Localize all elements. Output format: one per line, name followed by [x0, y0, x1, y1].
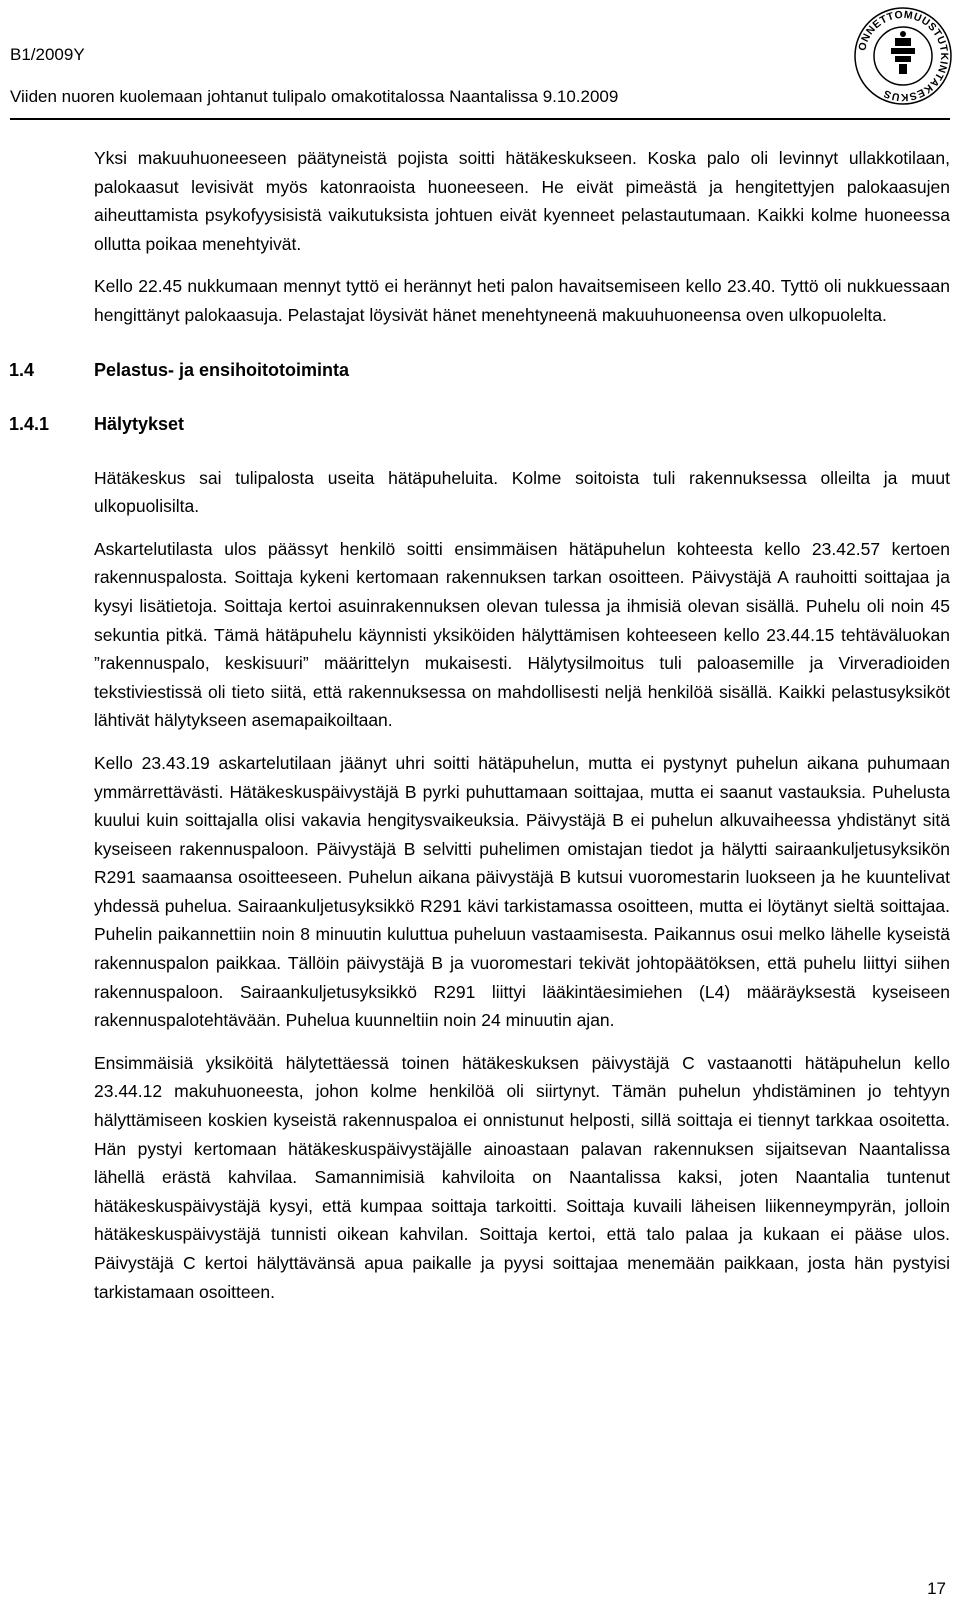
paragraph-emergency-calls: Hätäkeskus sai tulipalosta useita hätäpuheluita. Kolme soitoista tuli rakennuksessa olleilta ja muut ulkopuolisilta. — [94, 467, 950, 517]
logo-text: ONNETTOMUUSTUTKINTAKESKUS — [856, 8, 951, 104]
section-title: Pelastus- ja ensihoitotoiminta — [94, 359, 350, 380]
paragraph-first-call: Askartelutilasta ulos päässyt henkilö soitti ensimmäisen hätäpuhelun kohteesta kello 23.42.57 kertoen rakennuspalosta. Soittaja kykeni kertomaan rakennuksen tarkan osoitteen. Päivystäjä A rauhoitti soittajaa ja kysyi lisätietoja. Soittaja kertoi asuinrakennuksen olevan tulessa ja ihmisiä olevan sisällä. Puhelu oli noin 45 sekuntia pitkä. Tämä hätäpuhelu käynnisti yksiköiden hälyttämisen kohteeseen kello 23.44.15 tehtäväluokan ”rakennuspalo, keskisuuri” määrittelyn mukaisesti. Hälytysilmoitus tuli paloasemille ja Virveradioiden tekstiviestissä oli tieto siitä, että rakennuksessa on mahdollisesti neljä henkilöä sisällä. Kaikki pelastusyksiköt lähtivät hälytykseen asemapaikoiltaan. — [94, 538, 950, 731]
subsection-title: Hälytykset — [94, 413, 185, 434]
subsection-heading-alerts — [9, 410, 950, 438]
document-body — [9, 144, 950, 1306]
onnettomuustutkintakeskus-logo — [851, 4, 955, 108]
report-code: B1/2009Y — [10, 45, 85, 64]
paragraph-victim-call: Kello 23.43.19 askartelutilaan jäänyt uhri soitti hätäpuhelun, mutta ei pystynyt puhelun aikana puhumaan ymmärrettävästi. Hätäkeskuspäivystäjä B pyrki puhuttamaan soittajaa, mutta ei saanut vastauksia. Puhelusta kuului kuin soittajalla olisi vakavia hengitysvaikeuksia. Päivystäjä B ei puhelun alkuvaiheessa yhdistänyt sitä kyseiseen rakennuspaloon. Päivystäjä B selvitti puhelimen omistajan tiedot ja hälytti sairaankuljetusyksikön R291 saamaansa osoitteeseen. Puhelun aikana päivystäjä B kutsui vuoromestarin luokseen ja he kuuntelivat yhdessä puhelua. Sairaankuljetusyksikkö R291 kävi tarkistamassa osoitteen, mutta ei löytänyt sieltä soittajaa. Puhelin paikannettiin noin 8 minuutin kuluttua puheluun vastaamisesta. Paikannus osui melko lähelle kyseistä rakennuspalon paikkaa. Tällöin päivystäjä B ja vuoromestari tekivät johtopäätöksen, että puhelu liittyi siihen rakennuspaloon. Sairaankuljetusyksikkö R291 liittyi lääkintäesimiehen (L4) määräyksestä kyseiseen rakennuspalotehtävään. Puhelua kuunneltiin noin 24 minuutin ajan. — [94, 752, 950, 1031]
paragraph-bedroom-call: Ensimmäisiä yksiköitä hälytettäessä toinen hätäkeskuksen päivystäjä C vastaanotti hätäpuhelun kello 23.44.12 makuhuoneesta, johon kolme henkilöä oli siirtynyt. Tämän puhelun yhdistäminen jo tehtyyn hälyttämiseen koskien kyseistä rakennuspaloa ei onnistunut helposti, sillä soittaja ei tiennyt tarkkaa osoitetta. Hän pystyi kertomaan hätäkeskuspäivystäjälle ainoastaan palavan rakennuksen sijaitsevan Naantalissa lähellä erästä kahvilaa. Samannimisiä kahviloita on Naantalissa kaksi, joten Naantalia tuntenut hätäkeskuspäivystäjä kysyi, että kumpaa soittaja tarkoitti. Soittaja kuvaili läheisen liikenneympyrän, jolloin hätäkeskuspäivystäjä tunnisti oikean kahvilan. Soittaja kertoi, että talo palaa ja kukaan ei pääse ulos. Päivystäjä C kertoi hälyttävänsä apua paikalle ja pyysi soittajaa menemään paikkaan, josta hän pystyisi tarkistamaan osoitteen. — [94, 1052, 950, 1302]
report-subtitle: Viiden nuoren kuolemaan johtanut tulipalo omakotitalossa Naantalissa 9.10.2009 — [10, 87, 619, 106]
subsection-number: 1.4.1 — [9, 413, 50, 434]
svg-text:ONNETTOMUUSTUTKINTAKESKUS — [856, 9, 950, 103]
paragraph-girl: Kello 22.45 nukkumaan mennyt tyttö ei herännyt heti palon havaitsemiseen kello 23.40. Tyttö oli nukkuessaan hengittänyt palokaasuja. Pelastajat löysivät hänet menehtyneenä makuuhuoneensa oven ulkopuolelta. — [94, 276, 950, 325]
section-heading-rescue — [9, 356, 950, 384]
section-number: 1.4 — [9, 359, 35, 380]
header-divider — [10, 118, 950, 120]
paragraph-victims-room: Yksi makuuhuoneeseen päätyneistä pojista soitti hätäkeskukseen. Koska palo oli levinnyt ullakkotilaan, palokaasut levisivät myös katonraoista huoneeseen. He eivät pimeästä ja hengitettyjen palokaasujen aiheuttamista psykofyysisistä vaikutuksista johtuen eivät kyenneet pelastautumaan. Kaikki kolme huoneessa ollutta poikaa menehtyivät. — [94, 148, 950, 254]
page-number: 17 — [927, 1579, 946, 1598]
page-header — [10, 44, 830, 108]
